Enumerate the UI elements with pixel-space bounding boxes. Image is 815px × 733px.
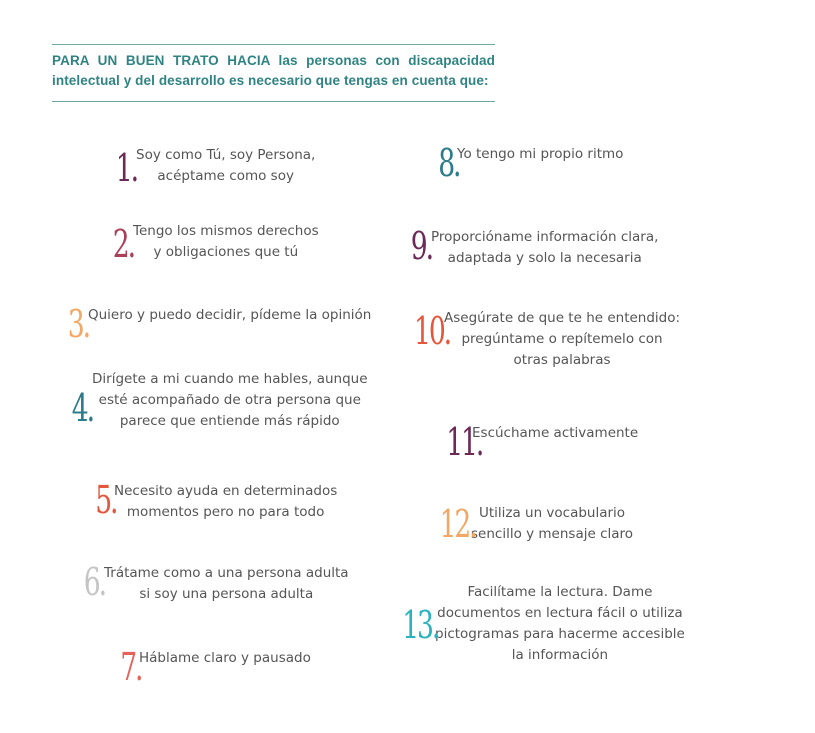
list-item-5: [88, 478, 338, 523]
item-number-4: 4.: [71, 386, 93, 430]
item-5-line-2: momentos pero no para todo: [126, 504, 325, 520]
list-item-11: [436, 420, 639, 464]
intro-header: [52, 44, 495, 102]
item-10-line-1: Asegúrate de que te he entendido:: [444, 310, 681, 326]
list-item-10: [402, 308, 680, 371]
item-text-11: [472, 423, 638, 444]
item-9-line-2: adaptada y solo la necesaria: [447, 250, 642, 266]
item-number-13: 13.: [402, 603, 439, 647]
item-number-11: 11.: [446, 420, 483, 464]
item-7-line-1: Háblame claro y pausado: [139, 650, 311, 666]
list-item-12: [427, 503, 633, 545]
item-number-12: 12.: [439, 502, 476, 546]
item-number-6: 6.: [83, 560, 105, 604]
item-13-line-4: la información: [511, 647, 609, 663]
item-6-line-2: si soy una persona adulta: [139, 586, 314, 602]
item-13-line-2: documentos en lectura fácil o utiliza: [437, 605, 683, 621]
item-2-line-2: y obligaciones que tú: [153, 244, 299, 260]
item-text-8: [457, 144, 623, 165]
item-number-1: 1.: [115, 146, 137, 190]
item-text-9: [431, 227, 658, 269]
item-13-line-3: pictogramas para hacerme accesible: [435, 626, 685, 642]
item-text-13: [435, 582, 685, 666]
item-2-line-1: Tengo los mismos derechos: [133, 223, 319, 239]
list-item-8: [431, 141, 624, 185]
item-1-line-1: Soy como Tú, soy Persona,: [136, 147, 316, 163]
item-text-5: [114, 481, 337, 523]
list-item-2: [105, 221, 319, 266]
item-text-4: [92, 369, 368, 432]
item-4-line-2: esté acompañado de otra persona que: [98, 392, 361, 408]
list-item-13: [389, 582, 685, 666]
item-text-6: [104, 563, 349, 605]
item-text-3: [88, 305, 371, 326]
item-6-line-1: Trátame como a una persona adulta: [104, 565, 349, 581]
item-5-line-1: Necesito ayuda en determinados: [114, 483, 338, 499]
item-number-3: 3.: [67, 302, 89, 346]
item-number-10: 10.: [414, 309, 451, 353]
item-text-10: [444, 308, 680, 371]
item-13-line-1: Facilítame la lectura. Dame: [467, 584, 653, 600]
item-1-line-2: acéptame como soy: [157, 168, 294, 184]
item-text-7: [139, 648, 311, 669]
item-text-1: [136, 145, 315, 187]
list-item-9: [403, 224, 659, 269]
item-10-line-3: otras palabras: [513, 352, 611, 368]
list-item-7: [113, 645, 311, 689]
list-item-3: [60, 302, 372, 346]
item-10-line-2: pregúntame o repítemelo con: [461, 331, 663, 347]
list-item-6: [76, 560, 349, 605]
item-number-5: 5.: [95, 478, 117, 522]
item-9-line-1: Proporcióname información clara,: [431, 229, 659, 245]
list-item-1: [108, 145, 316, 190]
item-number-7: 7.: [120, 645, 142, 689]
item-12-line-2: sencillo y mensaje claro: [471, 526, 634, 542]
item-11-line-1: Escúchame activamente: [472, 425, 639, 441]
item-3-line-1: Quiero y puedo decidir, pídeme la opinión: [88, 307, 372, 323]
list-item-4: [64, 369, 368, 432]
item-4-line-3: parece que entiende más rápido: [119, 413, 340, 429]
item-number-9: 9.: [410, 224, 432, 268]
intro-line-1: PARA UN BUEN TRATO HACIA las personas con discapacidad: [52, 53, 495, 68]
item-text-12: [471, 503, 633, 545]
item-4-line-1: Dirígete a mi cuando me hables, aunque: [92, 371, 368, 387]
item-number-8: 8.: [438, 141, 460, 185]
intro-line-2: intelectual y del desarrollo es necesario que tengas en cuenta que:: [52, 73, 489, 88]
item-12-line-1: Utiliza un vocabulario: [478, 505, 626, 521]
item-text-2: [133, 221, 319, 263]
item-number-2: 2.: [112, 222, 134, 266]
item-8-line-1: Yo tengo mi propio ritmo: [457, 146, 624, 162]
